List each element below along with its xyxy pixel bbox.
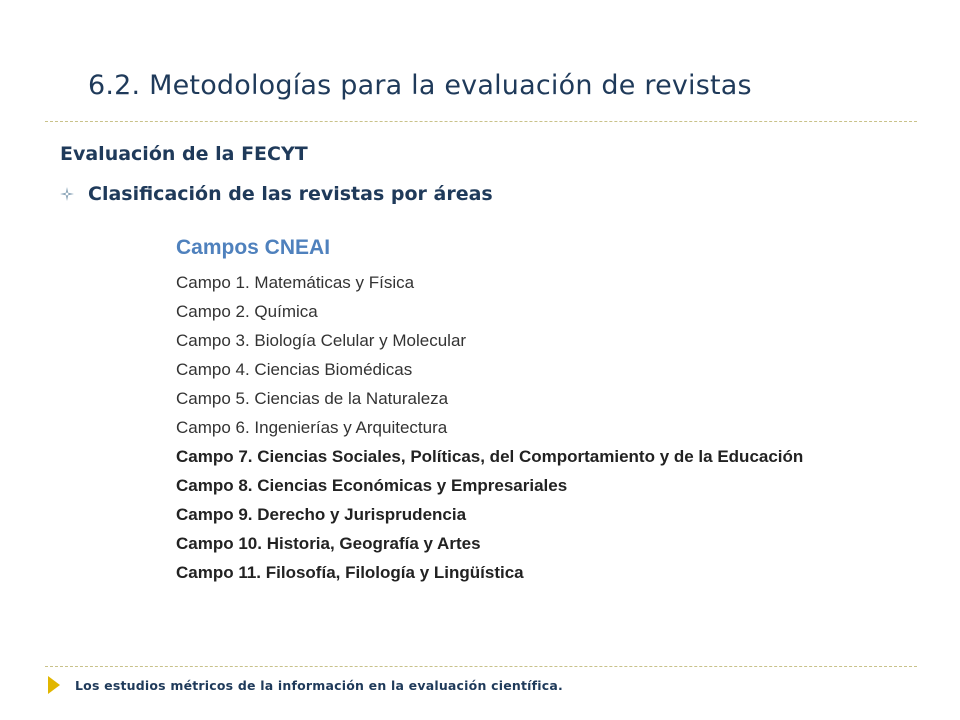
campo-item: Campo 7. Ciencias Sociales, Políticas, del Comportamiento y de la Educación	[176, 447, 804, 466]
campo-item: Campo 8. Ciencias Económicas y Empresariales	[176, 476, 568, 495]
campo-item: Campo 2. Química	[176, 302, 318, 321]
campo-item: Campo 4. Ciencias Biomédicas	[176, 360, 413, 379]
footer-divider	[45, 666, 917, 667]
footer	[48, 676, 563, 694]
campo-item: Campo 6. Ingenierías y Arquitectura	[176, 418, 448, 437]
campo-item: Campo 9. Derecho y Jurisprudencia	[176, 505, 467, 524]
campo-item: Campo 11. Filosofía, Filología y Lingüística	[176, 563, 524, 582]
campo-item: Campo 3. Biología Celular y Molecular	[176, 331, 467, 350]
campos-title: Campos CNEAI	[176, 236, 331, 259]
campos-cneai-panel	[176, 236, 803, 587]
section-subtitle: Evaluación de la FECYT	[60, 143, 308, 165]
bullet-item	[60, 183, 493, 205]
bullet-text: Clasificación de las revistas por áreas	[88, 183, 493, 205]
campos-list	[176, 268, 803, 587]
play-triangle-icon	[48, 676, 60, 694]
campo-item: Campo 1. Matemáticas y Física	[176, 273, 415, 292]
four-point-star-icon	[60, 187, 74, 201]
slide-title: 6.2. Metodologías para la evaluación de revistas	[88, 70, 752, 101]
title-divider	[45, 121, 917, 122]
campo-item: Campo 5. Ciencias de la Naturaleza	[176, 389, 449, 408]
campo-item: Campo 10. Historia, Geografía y Artes	[176, 534, 481, 553]
footer-text: Los estudios métricos de la información en la evaluación científica.	[75, 677, 563, 693]
